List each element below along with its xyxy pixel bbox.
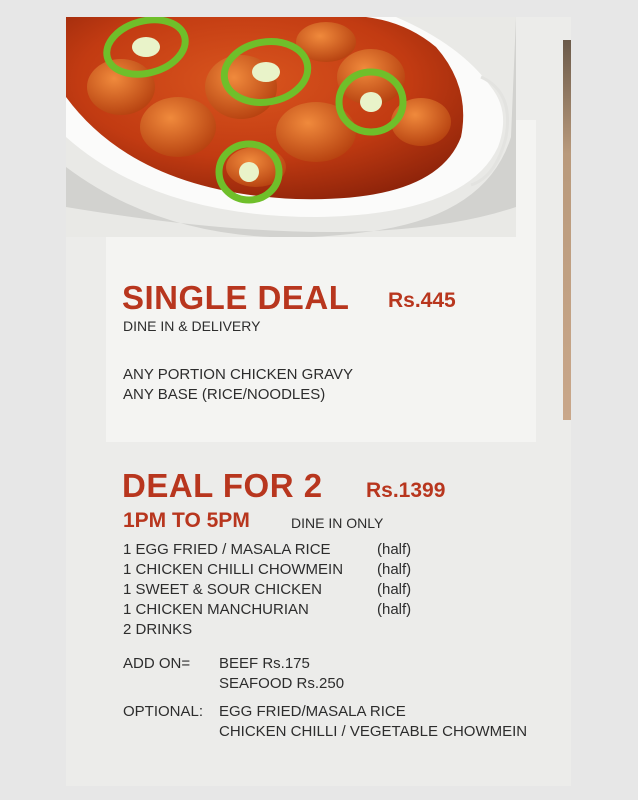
- addon-item: BEEF Rs.175: [219, 655, 310, 672]
- item-name: 1 CHICKEN MANCHURIAN: [123, 601, 309, 618]
- single-deal-line: ANY BASE (RICE/NOODLES): [123, 386, 326, 403]
- list-item: [123, 600, 423, 620]
- item-name: 1 CHICKEN CHILLI CHOWMEIN: [123, 561, 344, 578]
- item-name: 2 DRINKS: [123, 621, 193, 638]
- list-item: [123, 620, 423, 640]
- single-deal-details: [123, 365, 353, 405]
- addon-item: SEAFOOD Rs.250: [219, 675, 345, 692]
- single-deal-subtitle: DINE IN & DELIVERY: [123, 318, 261, 334]
- optional-item: CHICKEN CHILLI / VEGETABLE CHOWMEIN: [219, 723, 528, 740]
- optional-label: OPTIONAL:: [123, 703, 204, 720]
- addon-list: [219, 654, 344, 694]
- edge-stripe: [563, 40, 571, 420]
- item-portion: (half): [377, 561, 412, 578]
- single-deal-title: SINGLE DEAL: [122, 279, 350, 316]
- item-name: 1 SWEET & SOUR CHICKEN: [123, 581, 322, 598]
- list-item: [123, 560, 423, 580]
- optional-list: [219, 702, 527, 742]
- deal-items-list: [123, 540, 423, 640]
- deal-for-2-price: Rs.1399: [366, 479, 446, 502]
- deal-for-2-title: DEAL FOR 2: [122, 467, 323, 504]
- deal-note: DINE IN ONLY: [291, 515, 384, 531]
- optional-item: EGG FRIED/MASALA RICE: [219, 703, 406, 720]
- item-portion: (half): [377, 541, 412, 558]
- chicken-gravy-dish-image: [66, 17, 516, 237]
- list-item: [123, 540, 423, 560]
- addon-label: ADD ON=: [123, 655, 191, 672]
- deal-time: 1PM TO 5PM: [123, 509, 250, 532]
- single-deal-price: Rs.445: [388, 289, 456, 312]
- item-portion: (half): [377, 581, 412, 598]
- item-portion: (half): [377, 601, 412, 618]
- item-name: 1 EGG FRIED / MASALA RICE: [123, 541, 331, 558]
- single-deal-line: ANY PORTION CHICKEN GRAVY: [123, 366, 354, 383]
- list-item: [123, 580, 423, 600]
